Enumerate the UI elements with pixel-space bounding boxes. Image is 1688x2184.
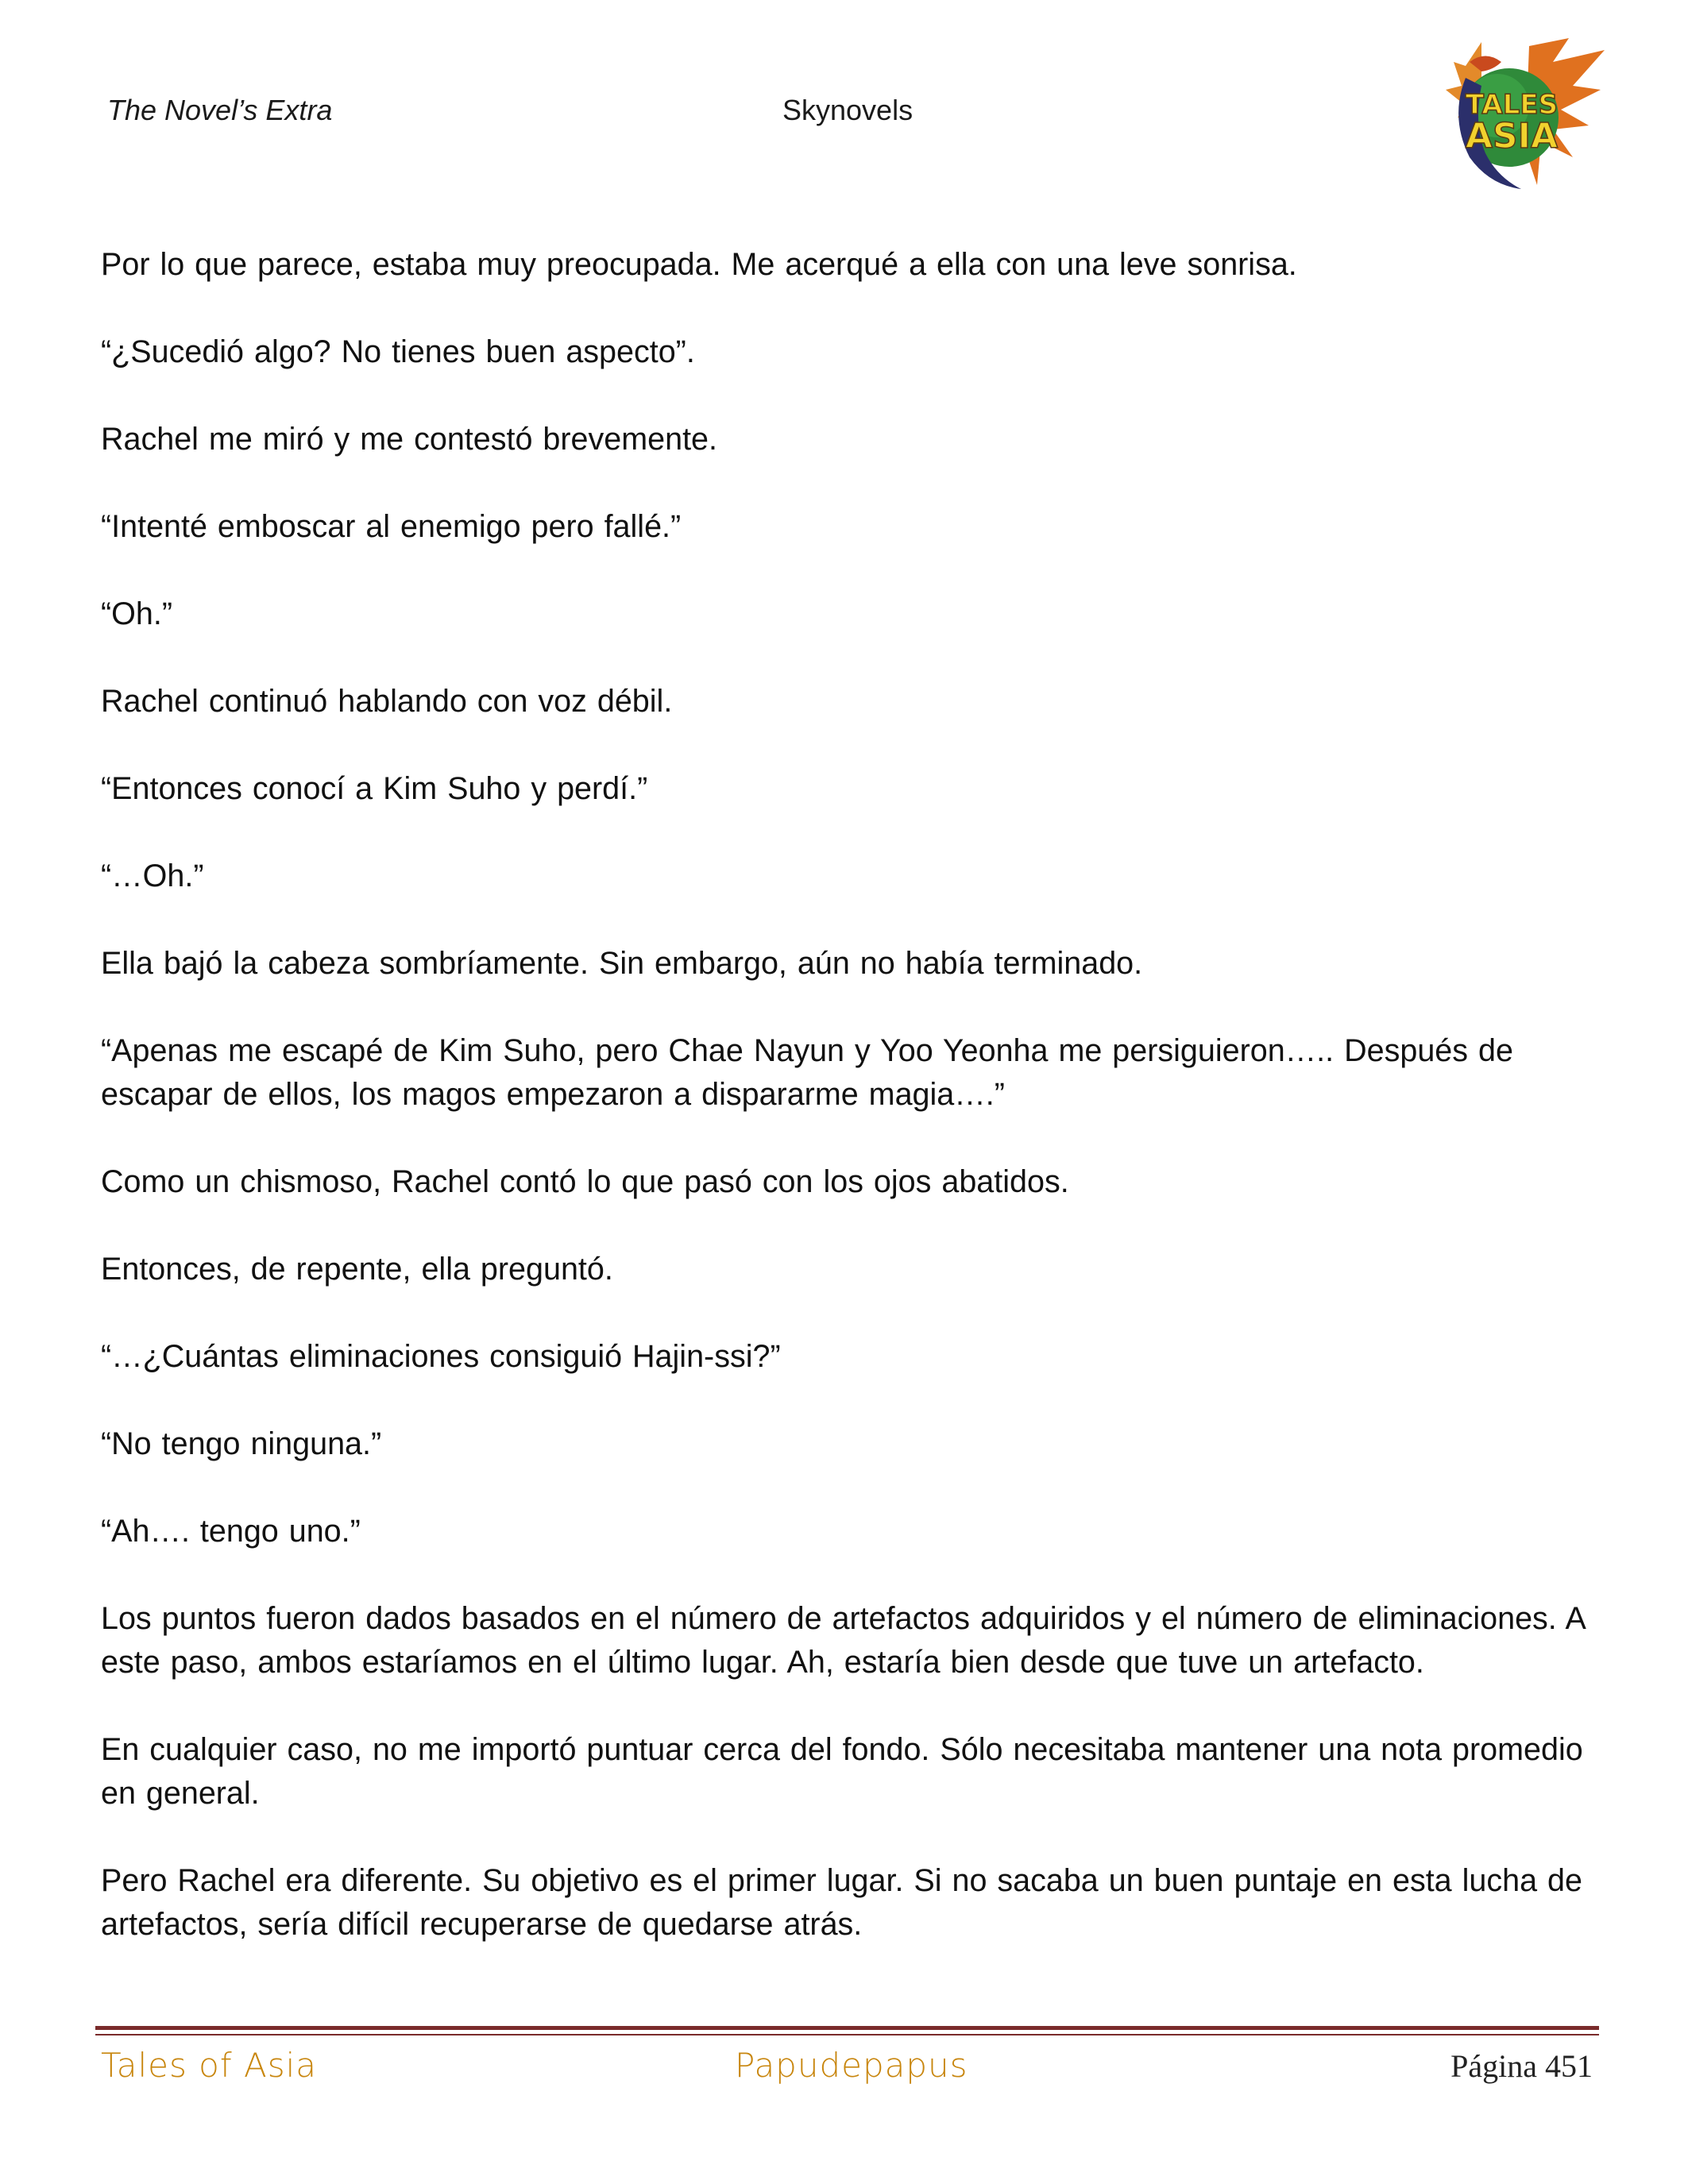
footer-publisher: Tales of Asia bbox=[101, 2046, 318, 2085]
header-book-title: The Novel’s Extra bbox=[107, 94, 333, 126]
paragraph: “Intenté emboscar al enemigo pero fallé.” bbox=[101, 509, 682, 544]
footer-divider-thin bbox=[95, 2034, 1599, 2035]
paragraph: “No tengo ninguna.” bbox=[101, 1426, 382, 1461]
page-body bbox=[101, 243, 1594, 1990]
paragraph: Entonces, de repente, ella preguntó. bbox=[101, 1252, 613, 1287]
page-number: Página 451 bbox=[1450, 2048, 1593, 2084]
footer-translator: Papudepapus bbox=[735, 2046, 968, 2085]
paragraph: Rachel continuó hablando con voz débil. bbox=[101, 684, 673, 719]
paragraph: Pero Rachel era diferente. Su objetivo es el primer lugar. Si no sacaba un buen puntaje en esta lucha de artefactos, sería difícil recuperarse de quedarse atrás. bbox=[101, 1863, 1582, 1942]
paragraph: “Entonces conocí a Kim Suho y perdí.” bbox=[101, 771, 648, 806]
paragraph: “…¿Cuántas eliminaciones consiguió Hajin-ssi?” bbox=[101, 1339, 781, 1374]
paragraph: Por lo que parece, estaba muy preocupada. Me acerqué a ella con una leve sonrisa. bbox=[101, 247, 1297, 282]
paragraph: Rachel me miró y me contestó brevemente. bbox=[101, 422, 717, 457]
paragraph: En cualquier caso, no me importó puntuar cerca del fondo. Sólo necesitaba mantener una nota promedio en general. bbox=[101, 1732, 1583, 1811]
paragraph: “…Oh.” bbox=[101, 859, 204, 893]
footer-divider-thick bbox=[95, 2026, 1599, 2030]
paragraph: Ella bajó la cabeza sombríamente. Sin embargo, aún no había terminado. bbox=[101, 946, 1143, 981]
header-site-name: Skynovels bbox=[782, 94, 914, 126]
paragraph: Como un chismoso, Rachel contó lo que pasó con los ojos abatidos. bbox=[101, 1164, 1069, 1199]
logo-text-asia: ASIA bbox=[1465, 116, 1559, 156]
logo-text-tales: TALES bbox=[1465, 89, 1559, 121]
paragraph: “¿Sucedió algo? No tienes buen aspecto”. bbox=[101, 334, 695, 369]
paragraph: “Oh.” bbox=[101, 596, 172, 631]
paragraph: “Ah…. tengo uno.” bbox=[101, 1514, 361, 1549]
paragraph: “Apenas me escapé de Kim Suho, pero Chae Nayun y Yoo Yeonha me persiguieron….. Después de escapar de ellos, los magos empezaron a dispararme magia….” bbox=[101, 1033, 1513, 1112]
paragraph: Los puntos fueron dados basados en el número de artefactos adquiridos y el número de eliminaciones. A este paso, ambos estaríamos en el último lugar. Ah, estaría bien desde que tuve un artefacto. bbox=[101, 1601, 1585, 1680]
tales-of-asia-logo bbox=[1434, 30, 1613, 201]
